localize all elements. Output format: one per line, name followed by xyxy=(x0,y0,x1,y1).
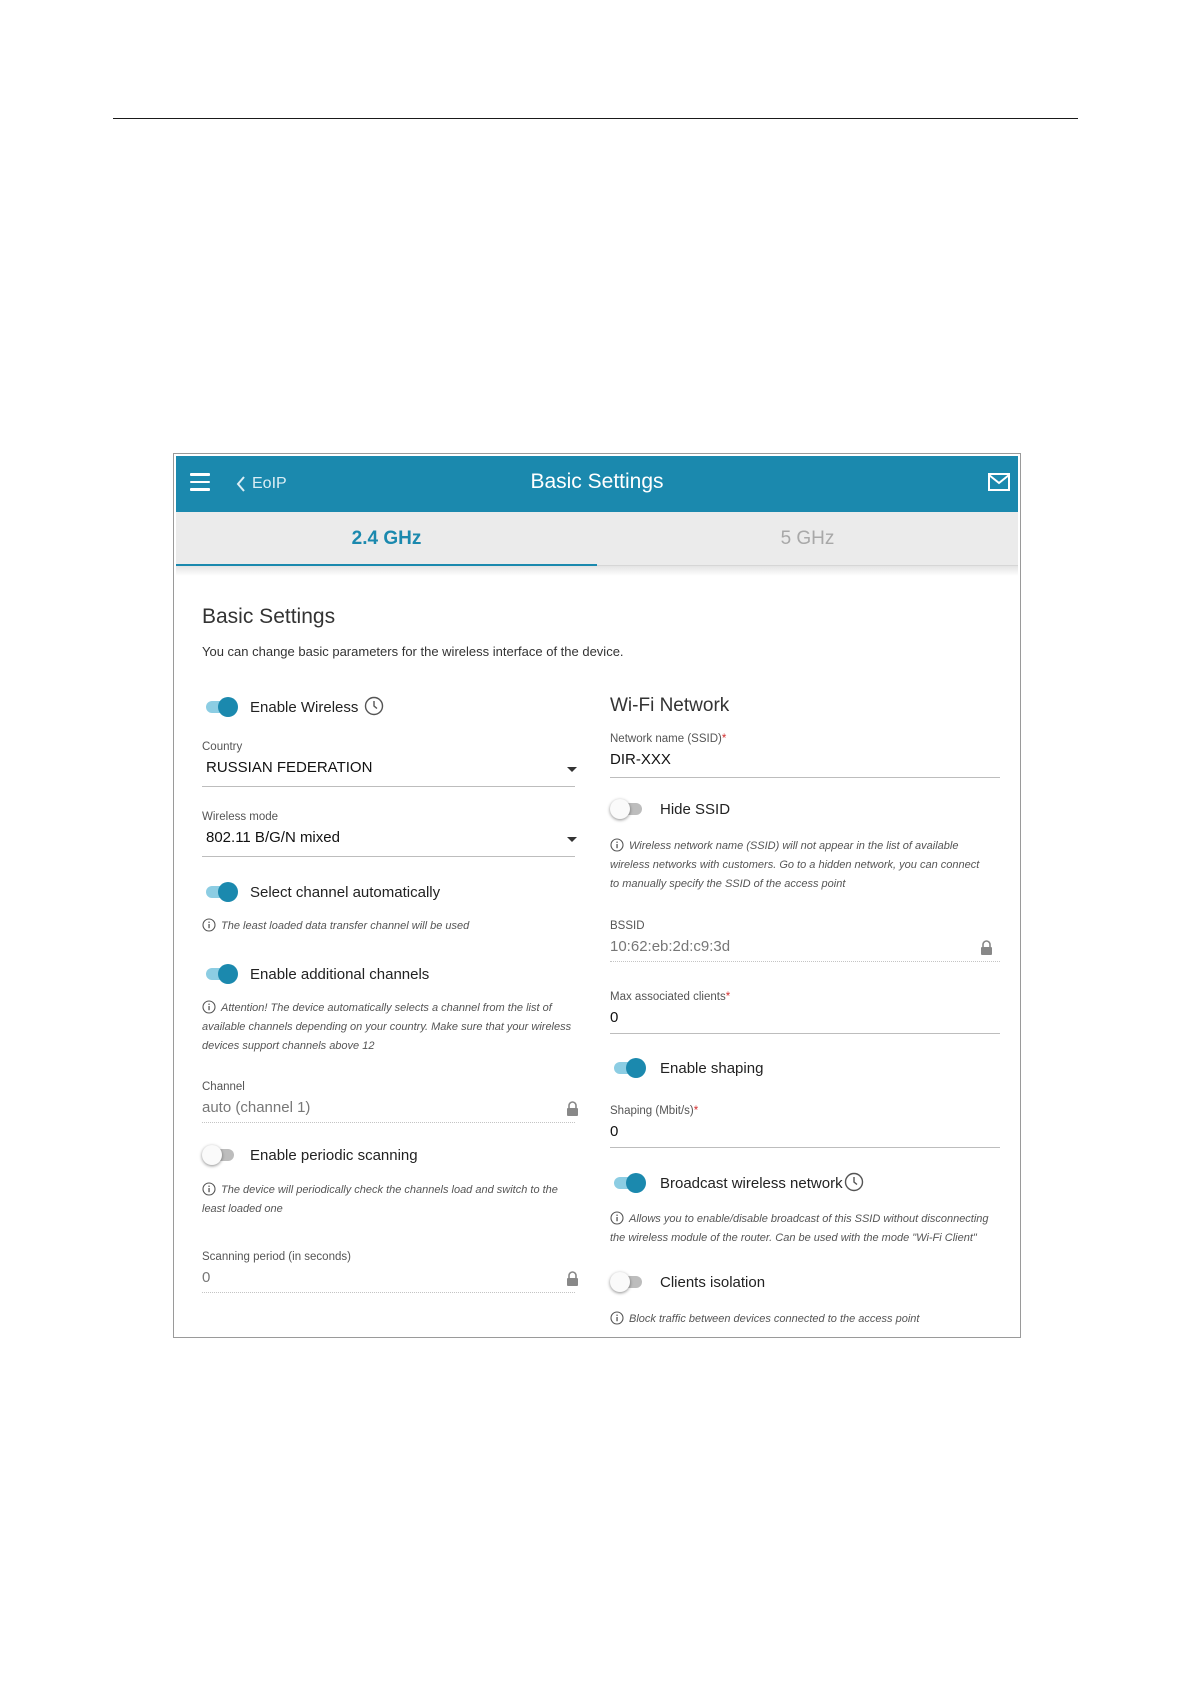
enable-wireless-toggle[interactable] xyxy=(204,696,238,718)
wifi-network-title: Wi-Fi Network xyxy=(610,695,730,716)
country-label: Country xyxy=(202,741,243,753)
wireless-mode-select[interactable]: 802.11 B/G/N mixed xyxy=(206,829,340,846)
channel-underline xyxy=(202,1122,575,1123)
lock-icon xyxy=(566,1100,579,1117)
wireless-mode-underline xyxy=(202,856,575,857)
broadcast-network-label: Broadcast wireless network xyxy=(660,1175,843,1192)
max-clients-underline xyxy=(610,1033,1000,1034)
country-underline xyxy=(202,786,575,787)
shaping-label: Shaping (Mbit/s)* xyxy=(610,1105,699,1117)
section-description: You can change basic parameters for the wireless interface of the device. xyxy=(202,644,624,659)
schedule-clock-icon[interactable] xyxy=(844,1172,864,1192)
wireless-mode-dropdown-icon[interactable] xyxy=(567,837,577,842)
additional-channels-toggle[interactable] xyxy=(204,963,238,985)
broadcast-network-hint: Allows you to enable/disable broadcast of this SSID without disconnecting the wireless module of the router. Can be used with the mode "Wi-Fi Client" xyxy=(610,1213,989,1244)
country-select[interactable]: RUSSIAN FEDERATION xyxy=(206,759,373,776)
clients-isolation-toggle[interactable] xyxy=(610,1271,644,1293)
router-web-ui-screenshot xyxy=(173,453,1021,1338)
scanning-period-label: Scanning period (in seconds) xyxy=(202,1251,351,1263)
enable-shaping-label: Enable shaping xyxy=(660,1060,764,1077)
additional-channels-hint: Attention! The device automatically selects a channel from the list of available channels depending on your country. Make sure that your wireless devices support channels above 12 xyxy=(202,1002,572,1052)
bssid-label: BSSID xyxy=(610,920,645,932)
periodic-scanning-label: Enable periodic scanning xyxy=(250,1147,418,1164)
mail-icon[interactable] xyxy=(988,473,1010,491)
section-title: Basic Settings xyxy=(202,605,336,628)
broadcast-network-toggle[interactable] xyxy=(612,1172,646,1194)
select-channel-auto-toggle[interactable] xyxy=(204,881,238,903)
band-tabs xyxy=(176,512,1018,566)
tab-2-4-ghz[interactable]: 2.4 GHz xyxy=(176,512,597,566)
page-title: Basic Settings xyxy=(530,470,664,493)
country-dropdown-icon[interactable] xyxy=(567,767,577,772)
top-app-bar xyxy=(176,456,1018,512)
periodic-scanning-hint: The device will periodically check the channels load and switch to the least loaded one xyxy=(202,1184,558,1215)
shaping-input[interactable]: 0 xyxy=(610,1123,619,1140)
select-channel-auto-hint: The least loaded data transfer channel will be used xyxy=(202,917,469,936)
clients-isolation-hint: Block traffic between devices connected to the access point xyxy=(610,1310,919,1329)
periodic-scanning-toggle[interactable] xyxy=(202,1144,236,1166)
ssid-input[interactable]: DIR-XXX xyxy=(610,751,671,768)
tab-bar-shadow xyxy=(176,566,1018,576)
shaping-underline xyxy=(610,1147,1000,1148)
bssid-underline xyxy=(610,961,1000,962)
lock-icon xyxy=(566,1270,579,1287)
channel-label: Channel xyxy=(202,1081,245,1093)
info-icon xyxy=(610,1211,624,1225)
info-icon xyxy=(610,1311,624,1325)
max-clients-label: Max associated clients* xyxy=(610,991,731,1003)
ssid-label: Network name (SSID)* xyxy=(610,733,727,745)
ssid-underline xyxy=(610,777,1000,778)
bssid-value: 10:62:eb:2d:c9:3d xyxy=(610,938,731,955)
channel-value: auto (channel 1) xyxy=(202,1099,311,1116)
clients-isolation-label: Clients isolation xyxy=(660,1274,766,1291)
hide-ssid-toggle[interactable] xyxy=(610,798,644,820)
select-channel-auto-label: Select channel automatically xyxy=(250,884,441,901)
info-icon xyxy=(202,1182,216,1196)
hide-ssid-label: Hide SSID xyxy=(660,801,731,818)
enable-shaping-toggle[interactable] xyxy=(612,1057,646,1079)
schedule-clock-icon[interactable] xyxy=(364,696,384,716)
info-icon xyxy=(202,1000,216,1014)
info-icon xyxy=(610,838,624,852)
page-divider-line xyxy=(113,118,1078,119)
hide-ssid-hint: Wireless network name (SSID) will not appear in the list of available wireless networks with customers. Go to a hidden network, you can connect to manually specify the SSID of the access point xyxy=(610,840,980,890)
max-clients-input[interactable]: 0 xyxy=(610,1009,619,1026)
back-link-label: EoIP xyxy=(252,475,287,492)
info-icon xyxy=(202,918,216,932)
scanning-period-underline xyxy=(202,1292,575,1293)
scanning-period-value: 0 xyxy=(202,1269,211,1286)
enable-wireless-label: Enable Wireless xyxy=(250,699,359,716)
wireless-mode-label: Wireless mode xyxy=(202,811,279,823)
additional-channels-label: Enable additional channels xyxy=(250,966,430,983)
lock-icon xyxy=(980,939,993,956)
tab-5-ghz[interactable]: 5 GHz xyxy=(780,528,835,549)
